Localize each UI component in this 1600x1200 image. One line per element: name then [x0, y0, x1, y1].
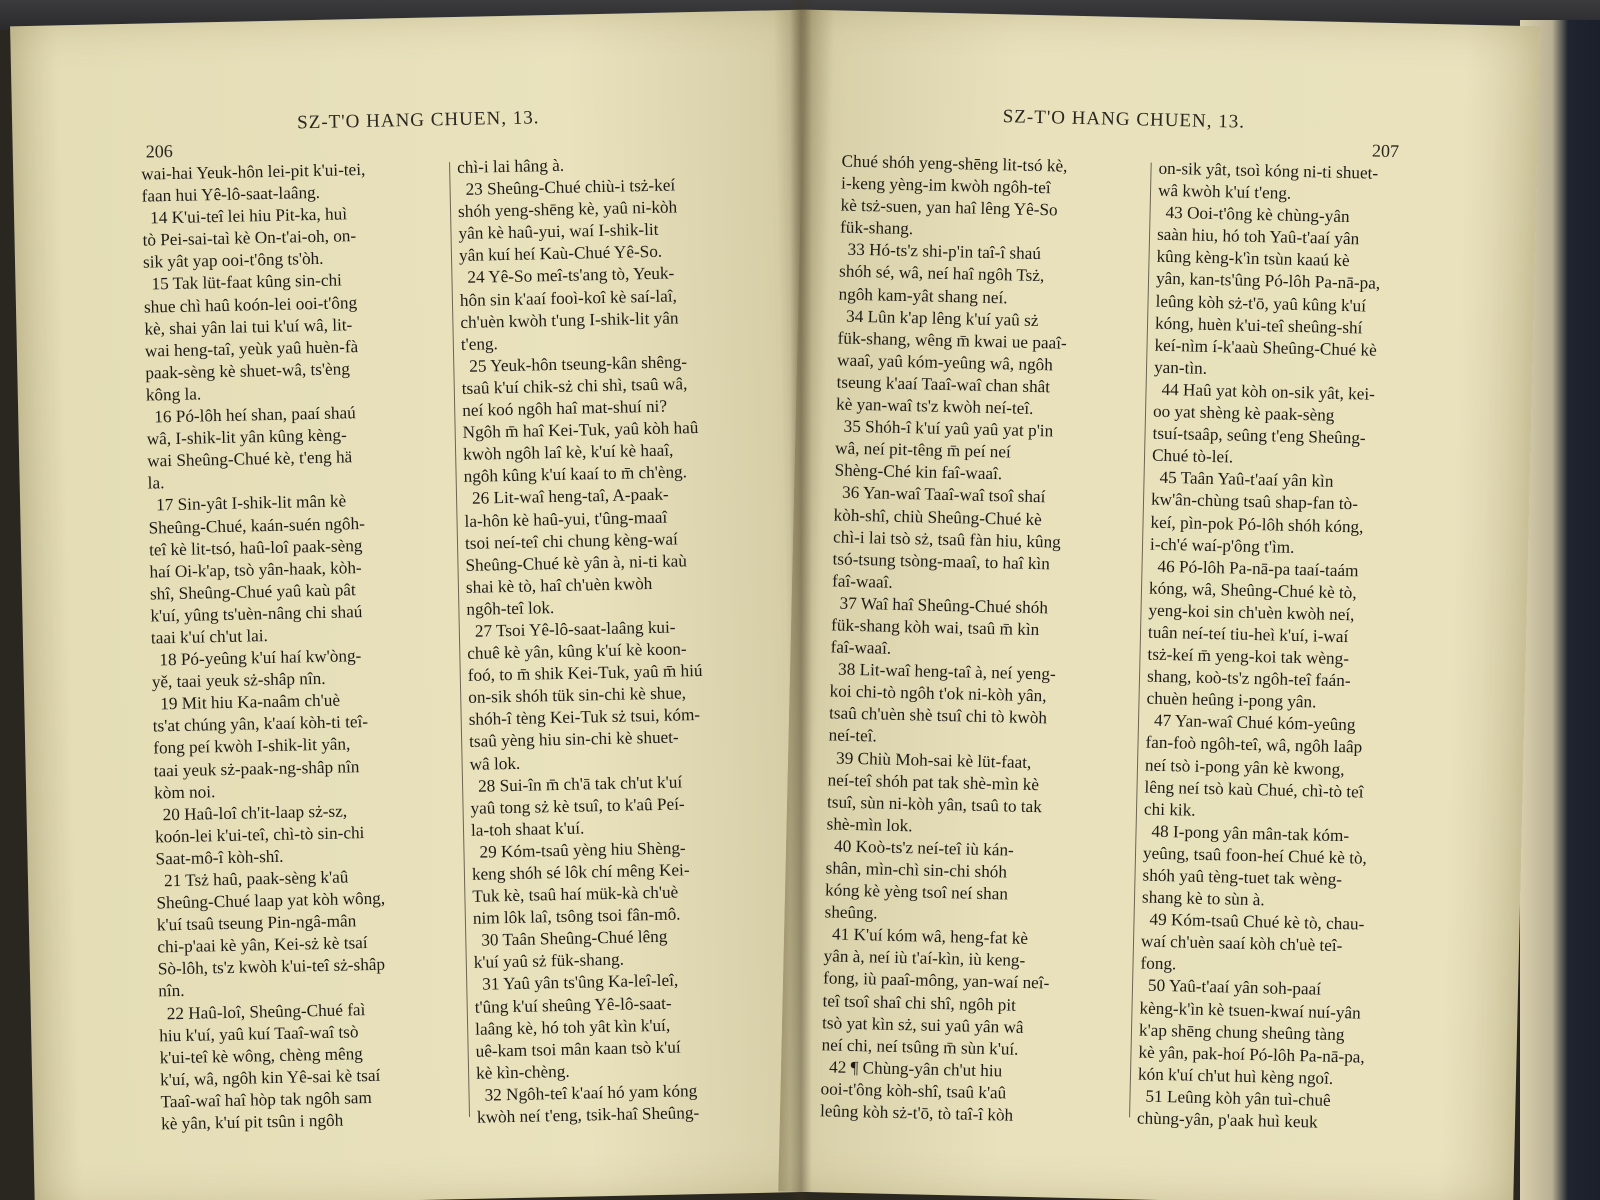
text-line: 36 Yan-waî Taaî-waî tsoî shaí	[841, 483, 1046, 507]
text-line: kwòh ngôh laî kè, k'uí kè haaî,	[462, 440, 674, 465]
text-line: 38 Lit-waî heng-taî à, neí yeng-	[837, 659, 1056, 684]
text-line: yân kè haû-yui, waí I-shik-lit	[458, 220, 659, 244]
text-line: kè, shai yân lai tui k'uí wâ, lit-	[144, 314, 353, 339]
text-line: kè kìn-chèng.	[475, 1061, 570, 1083]
text-line: haí Oi-k'ap, tsò yân-haak, kòh-	[149, 557, 362, 582]
text-line: chi kik.	[1143, 799, 1196, 820]
text-line: kòm noi.	[153, 781, 216, 803]
text-line: 30 Taân Sheûng-Chué lêng	[481, 927, 668, 950]
right-page	[778, 10, 1540, 1200]
text-line: paak-sèng kè shuet-wâ, ts'èng	[145, 359, 351, 383]
text-line: yân à, neí iù t'aí-kìn, iù keng-	[823, 946, 1026, 971]
text-line: koón-lei k'ui-teî, chì-tò sin-chi	[154, 822, 365, 847]
text-line: 26 Lit-waî heng-taî, A-paak-	[471, 485, 669, 509]
text-line: Chué tò-leí.	[1151, 445, 1234, 467]
text-line: kèng-k'ìn kè tsuen-kwaí nuí-yân	[1139, 998, 1361, 1023]
text-line: 18 Pó-yeûng k'uí haí kw'òng-	[159, 646, 362, 670]
text-line: Chué shóh yeng-shēng lit-tsó kè,	[841, 151, 1068, 176]
text-line: la-toh shaat k'uí.	[470, 818, 585, 840]
text-line: yeng-koi sin ch'uèn kwòh neí,	[1148, 600, 1355, 625]
text-line: chì-i lai tsò sż, tsaû fàn hiu, kûng	[832, 527, 1062, 552]
text-line: la.	[147, 473, 165, 493]
text-line: 45 Taân Yaû-t'aaí yân kìn	[1159, 468, 1334, 492]
text-line: 23 Sheûng-Chué chiù-i tsż-keí	[465, 175, 676, 199]
text-line: neí tsò i-pong yân kè kwong,	[1144, 755, 1345, 779]
text-line: shóh yeng-shēng kè, yaû ni-kòh	[457, 197, 678, 222]
text-line: 31 Yaû yân ts'ûng Ka-leî-leî,	[482, 971, 679, 995]
text-line: kè yân, pak-hoí Pó-lôh Pa-nā-pa,	[1138, 1042, 1365, 1067]
text-line: oo yat shèng kè paak-sèng	[1152, 401, 1335, 425]
text-line: faî-waaî.	[831, 571, 893, 592]
text-line: 19 Mit hiu Ka-naâm ch'uè	[160, 690, 341, 714]
text-line: tò Pei-sai-taì kè On-t'ai-oh, on-	[142, 226, 357, 250]
text-line: fong.	[1140, 953, 1177, 974]
text-line: fük-shang, wêng m̄ kwai ue paaî-	[837, 328, 1067, 353]
text-line: wâ kwòh k'uí t'eng.	[1157, 180, 1292, 203]
text-line: on-sik shóh tük sin-chi kè shue,	[468, 683, 687, 708]
text-line: lêng neí tsò kaù Chué, chì-tò teî	[1144, 777, 1364, 802]
text-line: chì-i lai hâng à.	[456, 155, 565, 177]
text-line: k'ui-teî kè wông, chèng mêng	[159, 1043, 363, 1068]
text-line: kón k'uí ch'ut huì kèng ngoî.	[1137, 1064, 1334, 1088]
text-line: 32 Ngôh-teî k'aaí hó yam kóng	[484, 1081, 698, 1105]
text-line: taai k'uí ch'ut lai.	[150, 626, 269, 648]
text-line: nim lôk laî, tsông tsoi fân-mô.	[472, 904, 681, 929]
text-line: Sò-lôh, ts'z kwòh k'ui-teî sż-shâp	[157, 955, 386, 979]
text-line: kông la.	[145, 384, 202, 405]
text-line: yan-tìn.	[1153, 357, 1208, 378]
text-line: fük-shang kòh wai, tsaû m̄ kìn	[830, 615, 1040, 640]
text-line: 47 Yan-waî Chué kóm-yeûng	[1153, 711, 1356, 735]
text-line: fan-foò ngôh-teî, wâ, ngôh laâp	[1145, 733, 1363, 757]
text-line: ooi-t'ông kòh-shî, tsaû k'aû	[820, 1079, 1007, 1103]
text-line: tsaû k'uí chik-sż chi shì, tsaû wâ,	[461, 374, 688, 398]
text-line: fong, iù paaî-mông, yan-waí neî-	[822, 968, 1050, 993]
text-line: wai Sheûng-Chué kè, t'eng hä	[147, 447, 353, 471]
text-line: on-sik yât, tsoì kóng ni-ti shuet-	[1158, 158, 1379, 183]
text-line: keí-nìm í-k'aaù Sheûng-Chué kè	[1154, 335, 1377, 360]
page-number-right: 207	[1371, 140, 1400, 162]
text-line: 22 Haû-loî, Sheûng-Chué faì	[166, 999, 366, 1023]
text-line: kòh-shî, chiù Sheûng-Chué kè	[833, 504, 1042, 529]
text-line: shue chì haû koón-lei ooi-t'ông	[143, 292, 358, 317]
text-line: wai-hai Yeuk-hôn lei-pit k'ui-tei,	[141, 159, 366, 184]
text-line: t'eng.	[460, 333, 499, 354]
text-line: ngôh kam-yât shang neí.	[838, 284, 1008, 307]
text-line: k'uí tsaû tseung Pin-ngâ-mân	[156, 911, 357, 935]
text-line: kóng, wâ, Sheûng-Chué kè tò,	[1148, 578, 1357, 603]
text-line: kw'ân-chùng tsaû shap-fan tò-	[1150, 490, 1359, 514]
text-line: ngôh kûng k'uí kaaí to m̄ ch'èng.	[463, 462, 688, 487]
text-line: teî tsoî shaî chi shî, ngôh pit	[822, 990, 1017, 1015]
text-line: tsaû yèng hiu sin-chi kè shuet-	[468, 727, 679, 752]
text-line: foó, to m̄ shik Kei-Tuk, yaû m̄ hiú	[467, 661, 703, 686]
text-line: tsó-tsung tsòng-maaî, to haî kìn	[832, 549, 1051, 574]
text-line: 46 Pó-lôh Pa-nā-pa taaí-taám	[1157, 556, 1359, 581]
text-line: yaû tong sż kè tsuî, to k'aû Peí-	[470, 794, 685, 818]
text-line: saàn hiu, hó toh Yaû-t'aaí yân	[1156, 224, 1360, 249]
text-line: shai kè tò, haî ch'uèn kwòh	[465, 573, 653, 597]
text-line: 25 Yeuk-hôn tseung-kân shêng-	[469, 352, 688, 376]
text-line: wâ, I-shik-lit yân kûng kèng-	[146, 425, 347, 449]
text-line: neí chi, neí tsûng m̄ sùn k'uí.	[821, 1035, 1019, 1059]
text-line: waaî, yaû kóm-yeûng wâ, ngôh	[836, 350, 1054, 375]
text-line: 33 Hó-ts'z shi-p'in taî-î shaú	[847, 240, 1042, 264]
text-line: taai yeuk sż-paak-ng-shâp nîn	[153, 756, 360, 781]
text-line: 41 K'uí kóm wâ, heng-fat kè	[831, 924, 1029, 949]
text-line: sik yât yap ooi-t'ông ts'òh.	[142, 249, 324, 272]
text-line: 43 Ooi-t'ông kè chùng-yân	[1165, 203, 1350, 227]
text-line: 28 Sui-în m̄ ch'ā tak ch'ut k'uí	[477, 772, 683, 796]
text-line: 37 Waî haî Sheûng-Chué shóh	[839, 593, 1049, 618]
text-line: kè yan-waî ts'z kwòh neí-teî.	[835, 394, 1034, 418]
text-line: Sheûng-Chué, kaán-suén ngôh-	[148, 513, 365, 538]
text-line: 16 Pó-lôh heí shan, paaí shaú	[154, 403, 356, 427]
text-line: Shèng-Ché kin faî-waaî.	[834, 460, 1003, 484]
text-line: uê-kam tsoi mân kaan tsò k'uí	[475, 1037, 681, 1061]
text-line: Tuk kè, tsaû haí mük-kà ch'uè	[472, 882, 679, 906]
text-line: chuê kè yân, kûng k'uí kè koon-	[467, 639, 687, 663]
text-line: shóh sé, wâ, neí haî ngôh Tsż,	[838, 261, 1045, 286]
text-line: 39 Chiù Moh-sai kè lüt-faat,	[835, 748, 1032, 772]
text-line: ts'at chúng yân, k'aaí kòh-ti teî-	[152, 712, 369, 736]
text-line: fük-shang.	[839, 217, 914, 239]
text-line: tsż-keí m̄ yeng-koi tak wèng-	[1147, 644, 1350, 669]
running-header-right: SZ-T'O HANG CHUEN, 13.	[1002, 106, 1246, 133]
text-line: fong peí kwòh I-shik-lit yân,	[153, 734, 351, 758]
text-line: shóh-î tèng Kei-Tuk sż tsui, kóm-	[468, 705, 701, 730]
text-line: i-keng yèng-im kwòh ngôh-teî	[840, 173, 1051, 198]
text-line: chuèn heûng i-pong yân.	[1146, 688, 1317, 712]
text-line: kóng kè yèng tsoî neí shan	[824, 880, 1009, 904]
text-line: neí koó ngôh haî mat-shuí ni?	[462, 396, 668, 420]
text-line: shî, Sheûng-Chué yaû kaù pât	[149, 579, 356, 604]
text-line: wâ, neí pit-têng m̄ peí neí	[834, 438, 1011, 462]
text-line: chùng-yân, p'aak huì keuk	[1136, 1108, 1318, 1132]
text-line: keng shóh sé lôk chí mêng Kei-	[471, 860, 690, 884]
text-line: 27 Tsoi Yê-lô-saat-laâng kui-	[474, 617, 676, 641]
text-line: k'ap shēng chung sheûng tàng	[1138, 1020, 1345, 1044]
text-line: 48 I-pong yân mân-tak kóm-	[1151, 821, 1350, 846]
text-line: chi-p'aai kè yân, Kei-sż kè tsaí	[157, 933, 368, 957]
left-page-column-1	[141, 157, 461, 1135]
text-line: Ngôh m̄ haî Kei-Tuk, yaû kòh haû	[462, 418, 699, 443]
text-line: 24 Yê-So meî-ts'ang tò, Yeuk-	[467, 263, 675, 288]
text-line: shóh yaû tèng-tuet tak wèng-	[1142, 865, 1343, 890]
text-line: tsaû ch'uèn shè tsuî chi tò kwòh	[828, 703, 1048, 728]
text-line: hôn sin k'aaí fooì-koî kè saí-laî,	[459, 285, 678, 310]
text-line: tsoi neí-teî chi chung kèng-waí	[464, 529, 679, 553]
page-number-left: 206	[145, 140, 173, 162]
book-gutter	[790, 0, 812, 1200]
text-line: i-ch'é waí-p'ông t'ìm.	[1149, 534, 1295, 557]
text-line: yeûng, tsaû foon-heí Chué kè tò,	[1142, 843, 1368, 868]
text-line: yě, taai yeuk sż-shâp nîn.	[151, 669, 326, 692]
text-line: 42 ¶ Chùng-yân ch'ut hiu	[828, 1057, 1003, 1081]
text-line: kè tsż-suen, yan haî lêng Yê-So	[840, 195, 1058, 220]
text-line: hiu k'uí, yaû kuí Taaî-waî tsò	[159, 1021, 359, 1046]
text-line: neí-teî shóh pat tak shè-mìn kè	[827, 769, 1040, 794]
text-line: t'ûng k'uí sheûng Yê-lô-saat-	[474, 993, 672, 1017]
text-line: la-hôn kè haû-yui, t'ûng-maaî	[464, 507, 668, 531]
text-line: 15 Tak lüt-faat kûng sin-chi	[151, 270, 343, 294]
text-line: k'uí, yûng ts'uèn-nâng chi shaú	[150, 601, 363, 626]
text-line: leûng kòh sż-t'ō, yaû kûng k'uí	[1155, 291, 1367, 316]
text-line: shân, mìn-chì sin-chi shóh	[825, 858, 1008, 882]
text-line: tsuî, sùn ni-kòh yân, tsaû to tak	[826, 792, 1043, 816]
text-line: shè-mìn lok.	[826, 814, 913, 836]
text-line: Saat-mô-î kòh-shî.	[155, 846, 284, 869]
text-line: 35 Shóh-î k'uí yaû yaû yat p'in	[843, 416, 1054, 441]
text-line: Sheûng-Chué laap yat kòh wông,	[156, 888, 386, 913]
text-line: tseung k'aaí Taaî-waî chan shât	[836, 372, 1051, 397]
text-line: tuân neí-teí tiu-heì k'uí, i-waí	[1147, 622, 1349, 647]
text-line: teî kè lit-tsó, haû-loî paak-sèng	[148, 535, 363, 560]
text-line: faan hui Yê-lô-saat-laâng.	[141, 182, 321, 206]
text-line: 29 Kóm-tsaû yèng hiu Shèng-	[479, 838, 686, 862]
text-line: koi chi-tò ngôh t'ok ni-kòh yân,	[829, 681, 1047, 706]
text-line: faî-waaî.	[830, 637, 892, 658]
text-line: keí, pìn-pok Pó-lôh shóh kóng,	[1150, 512, 1364, 536]
text-line: ngôh-teî lok.	[466, 597, 555, 619]
text-line: leûng kòh sż-t'ō, tò taî-î kòh	[819, 1101, 1014, 1125]
text-line: tsuí-tsaâp, seûng t'eng Sheûng-	[1152, 423, 1366, 448]
text-line: nîn.	[158, 981, 185, 1001]
text-line: 20 Haû-loî ch'it-laap sż-sz,	[162, 801, 348, 825]
text-line: yân, kan-ts'ûng Pó-lôh Pa-nā-pa,	[1155, 269, 1381, 294]
text-line: 34 Lûn k'ap lêng k'uí yaû sż	[845, 306, 1039, 330]
text-line: k'uí yaû sż fük-shang.	[473, 950, 625, 973]
right-page-column-2	[1137, 158, 1459, 1137]
right-page-column-1	[820, 151, 1142, 1130]
text-line: wâ lok.	[469, 753, 521, 774]
text-line: kóng, huèn k'ui-teî sheûng-shí	[1154, 313, 1363, 338]
text-line: kwòh neí t'eng, tsik-haî Sheûng-	[476, 1103, 700, 1127]
running-header-left: SZ-T'O HANG CHUEN, 13.	[296, 107, 540, 134]
text-line: tsò yat kìn sż, sui yaû yân wâ	[821, 1012, 1024, 1037]
text-line: shang kè to sùn à.	[1141, 887, 1265, 910]
text-line: 21 Tsż haû, paak-sèng k'aû	[163, 867, 349, 891]
text-line: 14 K'ui-teî lei hiu Pit-ka, huì	[149, 204, 348, 228]
text-line: kûng kèng-k'ìn tsùn kaaú kè	[1156, 247, 1350, 271]
text-line: yân kuí heí Kaù-Chué Yê-So.	[458, 242, 663, 266]
text-line: Sheûng-Chué kè yân à, ni-ti kaù	[465, 550, 688, 575]
text-line: wai heng-taî, yeùk yaû huèn-fà	[144, 336, 359, 361]
text-line: sheûng.	[824, 902, 878, 923]
text-line: laâng kè, hó toh yât kìn k'uí,	[474, 1015, 671, 1039]
text-line: 49 Kóm-tsaû Chué kè tò, chau-	[1149, 909, 1365, 934]
text-line: 50 Yaû-t'aaí yân soh-paaí	[1147, 976, 1322, 1000]
text-line: kè yân, k'uí pit tsûn i ngôh	[160, 1110, 344, 1134]
text-line: neí-teî.	[828, 725, 878, 746]
left-page-column-2	[457, 151, 777, 1129]
left-page	[10, 10, 830, 1200]
text-line: 17 Sin-yât I-shik-lit mân kè	[155, 491, 347, 515]
text-line: shang, koò-ts'z ngôh-teî faán-	[1146, 666, 1351, 691]
text-line: ch'uèn kwòh t'ung I-shik-lit yân	[460, 308, 679, 332]
text-line: 51 Leûng kòh yân tuì-chuê	[1145, 1086, 1331, 1110]
text-line: 44 Haû yat kòh on-sik yât, kei-	[1161, 379, 1376, 404]
text-line: k'uí, wâ, ngôh kin Yê-sai kè tsaí	[159, 1065, 381, 1090]
text-line: waí ch'uèn saaí kòh ch'uè teî-	[1140, 931, 1343, 956]
text-line: Taaî-waî haî hòp tak ngôh sam	[160, 1087, 372, 1112]
text-line: 40 Koò-ts'z neí-teî iù kán-	[833, 836, 1015, 860]
